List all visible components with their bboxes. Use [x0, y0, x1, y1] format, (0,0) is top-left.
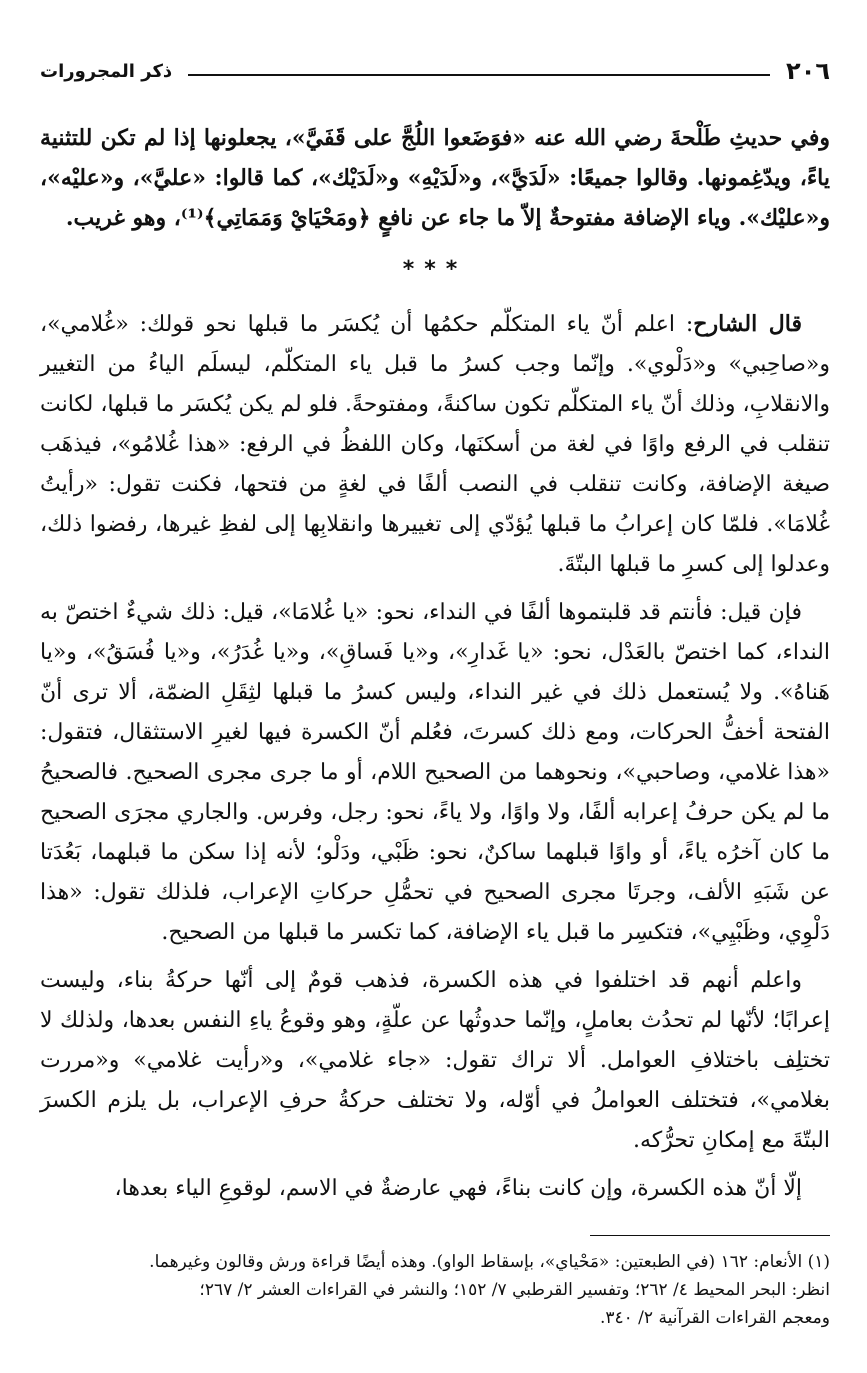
section-separator: ***	[402, 257, 468, 282]
commentator-label: قال الشارح	[693, 311, 802, 337]
running-title: ذكر المجرورات	[40, 60, 173, 82]
footnote-1: (١) الأنعام: ١٦٢ (في الطبعتين: «مَحْياي»، بإسقاط الواو). وهذه أيضًا قراءة ورش وقالون وغيرهما.	[149, 1252, 830, 1272]
paragraph-5: إلّا أنّ هذه الكسرة، وإن كانت بناءً، فهي عارضةٌ في الاسم، لوقوعِ الياء بعدها،	[114, 1176, 802, 1201]
paragraph-2	[40, 304, 830, 585]
header-rule	[188, 74, 770, 76]
footnote-1-sources-cont: ومعجم القراءات القرآنية ٢/ ٣٤٠.	[599, 1308, 830, 1328]
footnotes	[40, 1248, 830, 1332]
page-number: ٢٠٦	[786, 57, 830, 85]
footnote-rule	[590, 1235, 830, 1236]
main-text	[40, 118, 830, 1209]
page-header	[40, 50, 830, 92]
paragraph-1: وفي حديثِ طَلْحةَ رضي الله عنه «فوَضَعوا اللُجَّ على قَفَيَّ»، يجعلونها إذا لم تكن للتثنية ياءً، ويدّغِمونها. وقالوا جميعًا: «لَدَيَّ»، و«لَدَيْهِ» و«لَدَيْك»، كما قالوا: «عليَّ»، و«عليْه»، و«عليْك». وياء الإضافة مفتوحةٌ إلاّ ما جاء عن نافعٍ ﴿ومَحْيَايْ وَمَمَاتِي﴾⁽¹⁾، وهو غريب.	[40, 125, 830, 231]
paragraph-3: فإن قيل: فأنتم قد قلبتموها ألفًا في النداء، نحو: «يا غُلامَا»، قيل: ذلك شيءٌ اختصّ به النداء، كما اختصّ بالعَدْل، نحو: «يا غَدارِ»، و«يا فَساقِ»، و«يا غُدَرُ»، و«يا فُسَقُ»، و«يا هَناهُ». ولا يُستعمل ذلك في غير النداء، وليس كسرُ ما قبلها لثِقَلِ الضمّة، ألا ترى أنّ الفتحة أخفُّ الحركات، ومع ذلك كسرتَ، فعُلم أنّ الكسرة فيها لغيرِ الاستثقال، فتقول: «هذا غلامي، وصاحبي»، ونحوهما من الصحيح اللام، أو ما جرى مجرى الصحيح. فالصحيحُ ما لم يكن حرفُ إعرابه ألفًا، ولا واوًا، ولا ياءً، نحو: رجل، وفرس. والجاري مجرَى الصحيح ما كان آخرُه ياءً، أو واوًا قبلهما ساكنٌ، نحو: ظَبْي، ودَلْو؛ لأنه إذا سكن ما قبلهما، بَعُدَتا عن شَبَهِ الألف، وجرتَا مجرى الصحيح في تحمُّلِ حركاتِ الإعراب، فلذلك تقول: «هذا دَلْوِي، وظَبْيِي»، فتكسِر ما قبل ياء الإضافة، كما تكسر ما قبلها من الصحيح.	[40, 600, 830, 945]
paragraph-2-text: : اعلم أنّ ياء المتكلّم حكمُها أن يُكسَر ما قبلها نحو قولك: «غُلامي»، و«صاحِبي» و«دَلْوي». وإنّما وجب كسرُ ما قبل ياء المتكلّم، ليسلَم الياءُ من التغيير والانقلابِ، وذلك أنّ ياء المتكلّم تكون ساكنةً، ومفتوحةً. فلو لم يكن يُكسَر ما قبلها، لكانت تنقلب في الرفع واوًا في لغة من أسكنَها، وكان اللفظُ في الرفع: «هذا غُلامُو»، فيذهَب صيغة الإضافة، وكانت تنقلب في النصب ألفًا في لغةٍ من فتحها، فكنت تقول: «رأيتُ غُلامَا». فلمّا كان إعرابُ ما قبلها يُؤدّي إلى تغييرها وانقلابِها إلى لفظِ غيرها، رفضوا ذلك، وعدلوا إلى كسرِ ما قبلها البتّةَ.	[40, 312, 830, 577]
paragraph-4: واعلم أنهم قد اختلفوا في هذه الكسرة، فذهب قومٌ إلى أنّها حركةُ بناء، وليست إعرابًا؛ لأنّها لم تحدُث بعاملٍ، وإنّما حدوثُها عن علّةٍ، وهو وقوعُ ياءِ النفس بعدها، ولذلك لا تختلِف باختلافِ العوامل. ألا تراك تقول: «جاء غلامي»، و«رأيت غلامي» و«مررت بغلامي»، فتختلف العواملُ في أوّله، ولا تختلف حركةُ حرفِ الإعراب، بل يلزم الكسرَ البتّةَ مع إمكانِ تحرُّكه.	[40, 968, 830, 1153]
footnote-1-sources: انظر: البحر المحيط ٤/ ٢٦٢؛ وتفسير القرطبي ٧/ ١٥٢؛ والنشر في القراءات العشر ٢/ ٢٦٧؛	[199, 1280, 830, 1300]
book-page	[40, 50, 830, 1350]
